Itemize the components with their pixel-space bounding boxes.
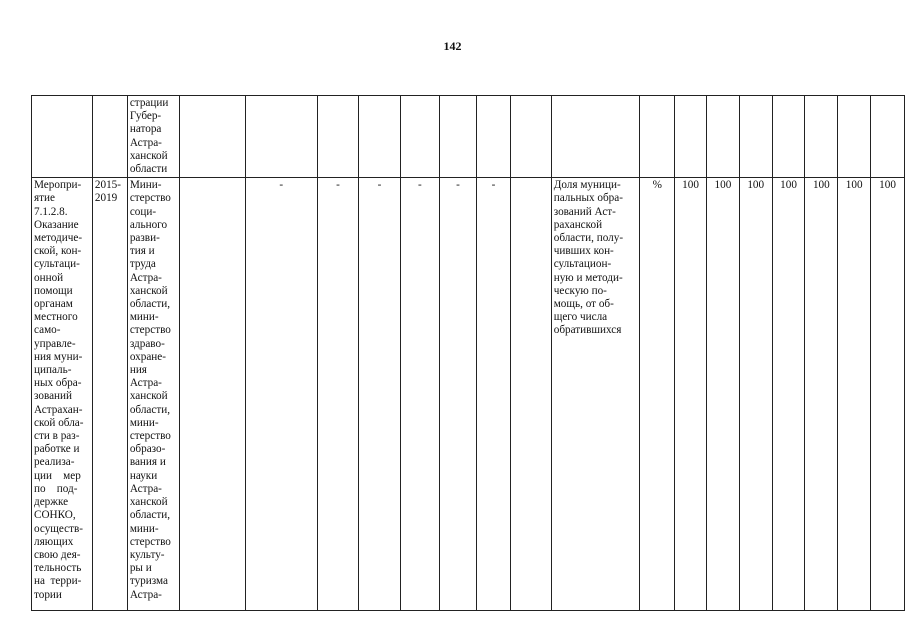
value-cell bbox=[675, 96, 707, 178]
unit-cell: % bbox=[640, 178, 675, 611]
value-cell: 100 bbox=[871, 178, 905, 611]
value-cell: 100 bbox=[772, 178, 805, 611]
value-cell bbox=[772, 96, 805, 178]
funding-cell: - bbox=[440, 178, 477, 611]
funding-cell bbox=[179, 96, 245, 178]
funding-cell bbox=[476, 96, 511, 178]
funding-cell bbox=[359, 96, 400, 178]
event-cell bbox=[32, 96, 93, 178]
funding-cell bbox=[245, 96, 317, 178]
funding-cell bbox=[179, 178, 245, 611]
value-cell bbox=[838, 96, 871, 178]
program-table bbox=[31, 95, 905, 611]
period-cell: 2015- 2019 bbox=[92, 178, 127, 611]
funding-cell: - bbox=[400, 178, 440, 611]
value-cell: 100 bbox=[805, 178, 838, 611]
value-cell bbox=[706, 96, 739, 178]
value-cell bbox=[871, 96, 905, 178]
value-cell: 100 bbox=[706, 178, 739, 611]
value-cell: 100 bbox=[739, 178, 772, 611]
funding-cell: - bbox=[245, 178, 317, 611]
value-cell bbox=[739, 96, 772, 178]
funding-cell: - bbox=[476, 178, 511, 611]
funding-cell: - bbox=[317, 178, 358, 611]
period-cell bbox=[92, 96, 127, 178]
value-cell: 100 bbox=[675, 178, 707, 611]
funding-cell bbox=[400, 96, 440, 178]
continuation-row bbox=[32, 96, 905, 178]
executor-cell: Мини- стерство соци- ального разви- тия и труда Астра- ханской области, мини- стерство здраво- охране- ния Астра- ханской области, мини- стерство образо- вания и науки Астра- ханской области, мини- стерство культу- ры и туризма Астра- bbox=[127, 178, 179, 611]
page-number: 142 bbox=[443, 39, 462, 53]
measure-row bbox=[32, 178, 905, 611]
unit-cell bbox=[640, 96, 675, 178]
event-cell: Меропри- ятие 7.1.2.8. Оказание методиче- ской, кон- сультаци- онной помощи органам местного само- управле- ния муни- ципаль- ных обра- зований Астрахан- ской обла- сти в раз- работке и реализа- ции мер по под- держке СОНКО, осуществ- ляющих свою дея- тельность на терри- тории bbox=[32, 178, 93, 611]
indicator-cell: Доля муници- пальных обра- зований Аст- раханской области, полу- чивших кон- сультацион- ную и методи- ческую по- мощь, от об- щего числа обратившихся bbox=[551, 178, 640, 611]
funding-cell bbox=[317, 96, 358, 178]
indicator-cell bbox=[551, 96, 640, 178]
value-cell: 100 bbox=[838, 178, 871, 611]
funding-cell bbox=[511, 178, 551, 611]
funding-cell bbox=[511, 96, 551, 178]
value-cell bbox=[805, 96, 838, 178]
funding-cell: - bbox=[359, 178, 400, 611]
funding-cell bbox=[440, 96, 477, 178]
executor-cell: страции Губер- натора Астра- ханской области bbox=[127, 96, 179, 178]
